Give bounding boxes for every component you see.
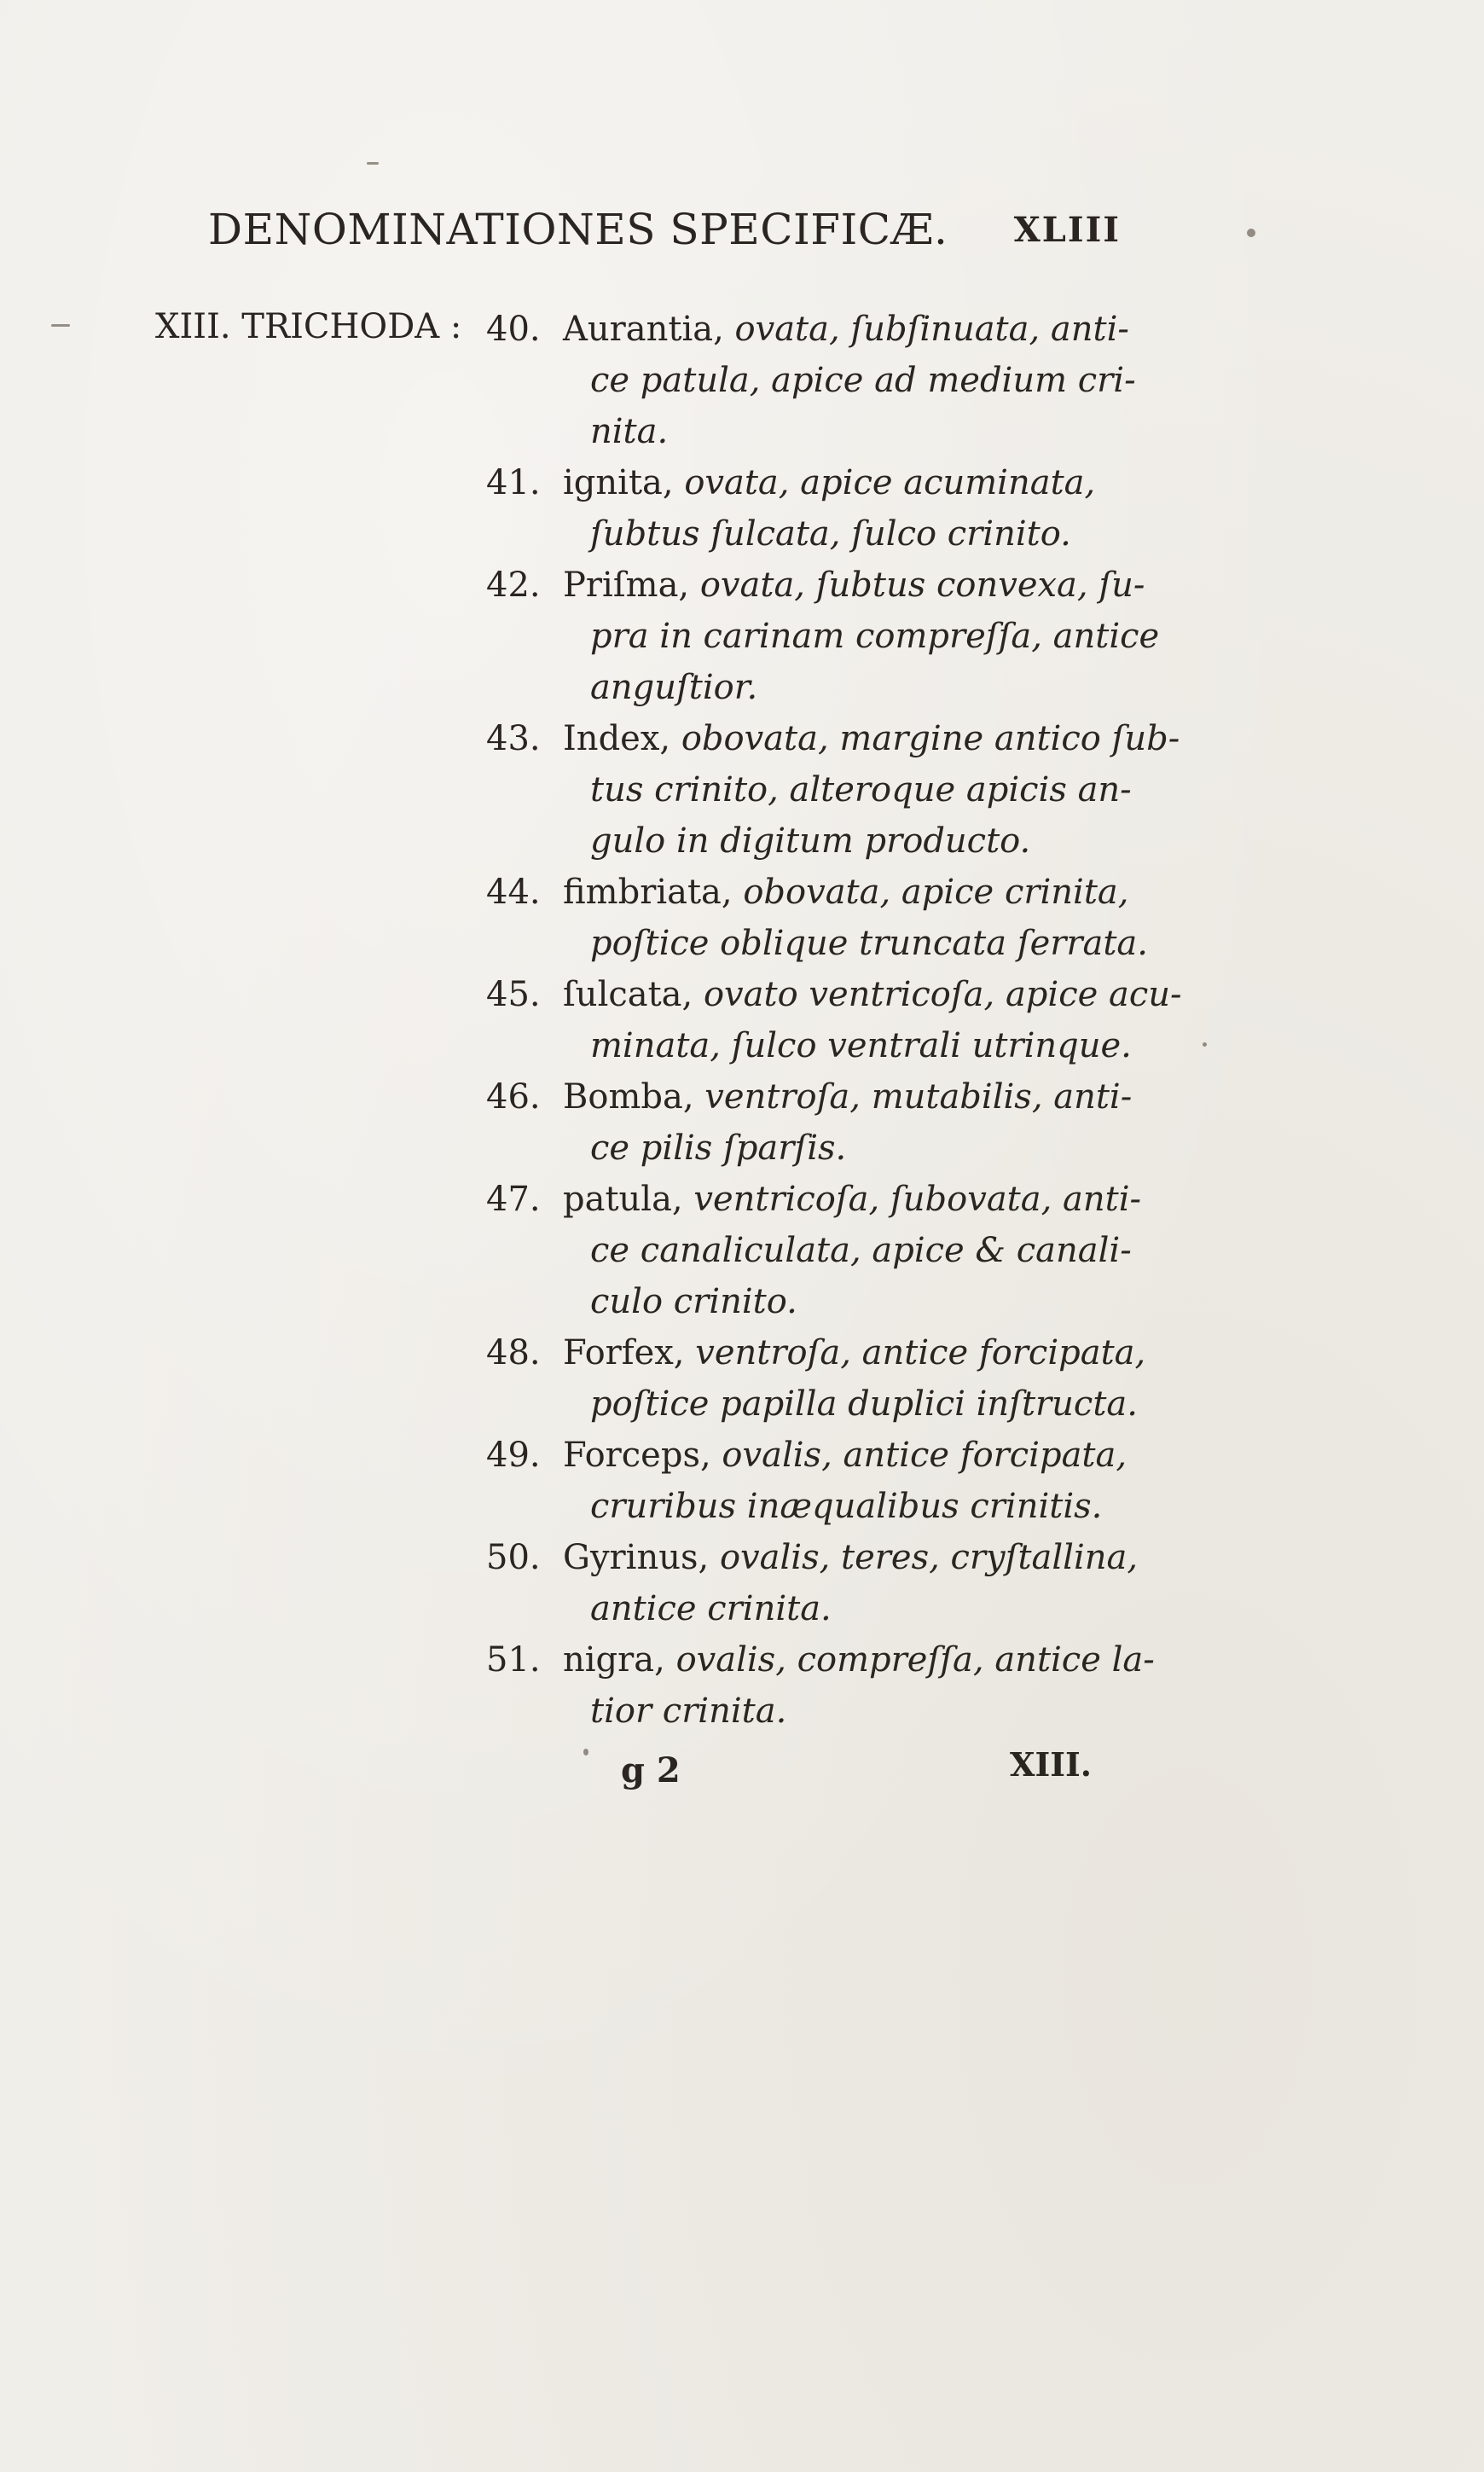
species-description	[563, 457, 1160, 560]
description-text: culo crinito.	[590, 1282, 797, 1321]
species-number: 47.	[486, 1180, 541, 1219]
description-line	[563, 508, 1160, 560]
description-text: ovalis, compreſſa, antice la-	[675, 1640, 1155, 1680]
catchword: XIII.	[1010, 1745, 1093, 1784]
species-number: 51.	[486, 1640, 541, 1680]
description-line	[563, 1634, 1160, 1686]
species-entry	[486, 1174, 1160, 1327]
description-text: ovato ventricoſa, apice acu-	[703, 975, 1182, 1014]
species-name: Forfex,	[563, 1333, 685, 1372]
description-line	[563, 1174, 1160, 1225]
species-number: 43.	[486, 719, 541, 758]
description-line	[563, 1327, 1160, 1378]
description-text: cruribus inæqualibus crinitis.	[590, 1487, 1103, 1526]
folio-number: XLIII	[1013, 210, 1121, 250]
description-text: ovalis, antice forcipata,	[722, 1436, 1127, 1475]
description-text: ventricoſa, ſubovata, anti-	[693, 1180, 1142, 1219]
description-line	[563, 406, 1160, 457]
paper-speck	[1203, 1042, 1207, 1047]
description-text: ovata, ſubtus convexa, ſu-	[699, 566, 1145, 605]
species-description	[563, 867, 1160, 969]
species-number: 45.	[486, 975, 541, 1014]
paper-speck	[1247, 229, 1255, 237]
description-text: obovata, apice crinita,	[743, 873, 1129, 912]
species-name: Bomba,	[563, 1077, 694, 1117]
species-list	[486, 304, 1182, 1737]
description-line	[563, 457, 1160, 508]
description-text: pra in carinam compreſſa, antice	[590, 617, 1160, 656]
description-line	[563, 867, 1160, 918]
description-line	[563, 1430, 1160, 1481]
species-description	[563, 560, 1160, 713]
genus-heading: XIII. TRICHODA :	[155, 307, 462, 346]
species-entry	[486, 1071, 1160, 1174]
description-line	[563, 1378, 1160, 1430]
species-number: 48.	[486, 1333, 541, 1372]
description-text: ce pilis ſparſis.	[590, 1129, 847, 1168]
species-entry	[486, 457, 1160, 560]
description-text: ventroſa, antice forcipata,	[695, 1333, 1146, 1372]
species-name: Forceps,	[563, 1436, 711, 1475]
description-line	[563, 662, 1160, 713]
species-number: 41.	[486, 463, 541, 502]
description-line	[563, 1225, 1160, 1276]
description-line	[563, 560, 1160, 611]
species-description	[563, 1532, 1160, 1634]
description-line	[563, 1071, 1160, 1123]
species-name: Gyrinus,	[563, 1538, 710, 1577]
description-line	[563, 918, 1160, 969]
description-line	[563, 355, 1160, 406]
description-line	[563, 1020, 1182, 1071]
species-name: ignita,	[563, 463, 674, 502]
species-entry	[486, 969, 1182, 1071]
species-description	[563, 713, 1180, 867]
description-line	[563, 815, 1180, 867]
page-title: DENOMINATIONES SPECIFICÆ.	[208, 205, 948, 254]
description-text: ovata, apice acuminata,	[684, 463, 1096, 502]
description-text: poſtice papilla duplici inſtructa.	[590, 1384, 1138, 1424]
description-text: anguſtior.	[590, 668, 758, 707]
species-name: Index,	[563, 719, 671, 758]
species-description	[563, 1174, 1160, 1327]
species-number: 40.	[486, 310, 541, 349]
description-text: tior crinita.	[590, 1692, 787, 1731]
description-text: poſtice oblique truncata ſerrata.	[590, 924, 1148, 963]
description-line	[563, 713, 1180, 764]
description-text: ſubtus ſulcata, ſulco crinito.	[590, 514, 1071, 554]
species-description	[563, 1430, 1160, 1532]
species-number: 49.	[486, 1436, 541, 1475]
species-entry	[486, 560, 1160, 713]
species-entry	[486, 1532, 1160, 1634]
signature-mark: g 2	[621, 1750, 681, 1790]
description-line	[563, 1686, 1160, 1737]
paper-speck	[583, 1749, 588, 1755]
species-description	[563, 304, 1160, 457]
species-description	[563, 969, 1182, 1071]
description-text: ce canaliculata, apice & canali-	[590, 1231, 1132, 1270]
species-number: 42.	[486, 566, 541, 605]
species-name: nigra,	[563, 1640, 665, 1680]
description-text: obovata, margine antico ſub-	[681, 719, 1180, 758]
description-text: nita.	[590, 412, 669, 451]
species-name: Priſma,	[563, 566, 690, 605]
species-number: 46.	[486, 1077, 541, 1117]
description-text: gulo in digitum producto.	[590, 821, 1031, 861]
species-entry	[486, 304, 1160, 457]
species-name: Aurantia,	[563, 310, 724, 349]
species-entry	[486, 1634, 1160, 1737]
species-name: patula,	[563, 1180, 683, 1219]
description-text: ventroſa, mutabilis, anti-	[704, 1077, 1133, 1117]
description-text: minata, ſulco ventrali utrinque.	[590, 1026, 1132, 1065]
description-line	[563, 611, 1160, 662]
species-description	[563, 1634, 1160, 1737]
description-line	[563, 1532, 1160, 1583]
description-line	[563, 304, 1160, 355]
description-line	[563, 1481, 1160, 1532]
description-text: ovalis, teres, cryſtallina,	[719, 1538, 1139, 1577]
species-number: 50.	[486, 1538, 541, 1577]
species-entry	[486, 867, 1160, 969]
description-text: ovata, ſubſinuata, anti-	[734, 310, 1129, 349]
description-line	[563, 969, 1182, 1020]
description-line	[563, 1123, 1160, 1174]
paper-speck	[51, 324, 70, 327]
species-number: 44.	[486, 873, 541, 912]
species-description	[563, 1071, 1160, 1174]
description-line	[563, 1583, 1160, 1634]
description-text: ce patula, apice ad medium cri-	[590, 361, 1136, 400]
species-entry	[486, 713, 1180, 867]
species-description	[563, 1327, 1160, 1430]
description-text: tus crinito, alteroque apicis an-	[590, 770, 1132, 809]
species-entry	[486, 1430, 1160, 1532]
description-text: antice crinita.	[590, 1589, 832, 1628]
paper-speck	[367, 162, 379, 165]
description-line	[563, 1276, 1160, 1327]
description-line	[563, 764, 1180, 815]
species-name: fimbriata,	[563, 873, 733, 912]
species-name: ſulcata,	[563, 975, 693, 1014]
species-entry	[486, 1327, 1160, 1430]
running-head	[208, 205, 1121, 264]
